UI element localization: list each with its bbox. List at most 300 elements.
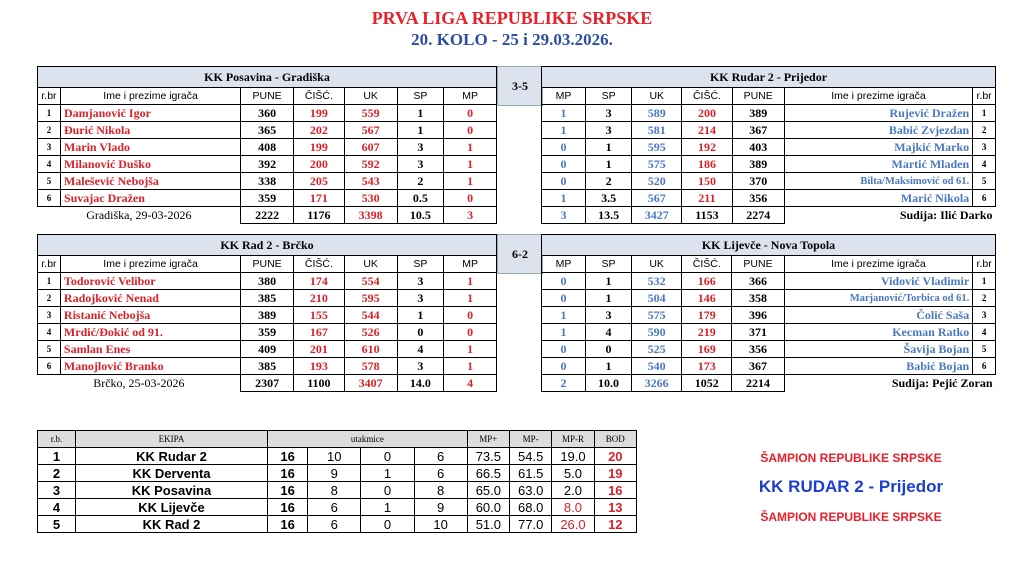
standings-row bbox=[38, 499, 637, 516]
home-sp: 3 bbox=[397, 273, 444, 290]
standings-team: KK Rudar 2 bbox=[75, 448, 267, 465]
away-team-name: KK Rudar 2 - Prijedor bbox=[542, 67, 996, 88]
home-sp: 0 bbox=[397, 324, 444, 341]
standings-header-rb: r.b. bbox=[38, 431, 76, 448]
away-rb: 5 bbox=[973, 341, 996, 358]
home-player-row bbox=[38, 290, 497, 307]
away-player-row bbox=[542, 139, 996, 156]
away-rb: 6 bbox=[973, 358, 996, 375]
home-cisc: 200 bbox=[293, 156, 344, 173]
standings-mpminus: 54.5 bbox=[510, 448, 552, 465]
home-pune: 360 bbox=[241, 105, 294, 122]
home-rb: 6 bbox=[38, 358, 61, 375]
home-sp: 2 bbox=[397, 173, 444, 190]
home-player-row bbox=[38, 307, 497, 324]
standings-losses: 10 bbox=[414, 516, 467, 533]
home-col-header: UK bbox=[344, 256, 397, 273]
away-player-name: Šavija Bojan bbox=[784, 341, 973, 358]
standings-table bbox=[37, 430, 637, 533]
away-col-header: ČIŠĆ. bbox=[682, 88, 732, 105]
home-col-header: r.br bbox=[38, 88, 61, 105]
home-uk: 567 bbox=[344, 122, 397, 139]
standings-team: KK Lijevče bbox=[75, 499, 267, 516]
away-col-header: PUNE bbox=[732, 88, 784, 105]
home-pune: 359 bbox=[241, 324, 294, 341]
away-player-row bbox=[542, 173, 996, 190]
home-sp: 3 bbox=[397, 139, 444, 156]
away-pune: 356 bbox=[732, 341, 784, 358]
standings-team: KK Posavina bbox=[75, 482, 267, 499]
standings-bod: 13 bbox=[594, 499, 636, 516]
away-sp: 3 bbox=[586, 307, 632, 324]
away-total-uk: 3427 bbox=[632, 207, 682, 224]
home-team-row bbox=[38, 67, 497, 88]
away-pune: 389 bbox=[732, 105, 784, 122]
away-sp: 3.5 bbox=[586, 190, 632, 207]
standings-rb: 3 bbox=[38, 482, 76, 499]
page-title: PRVA LIGA REPUBLIKE SRPSKE bbox=[371, 8, 653, 28]
away-player-name: Kecman Ratko bbox=[784, 324, 973, 341]
away-cisc: 179 bbox=[682, 307, 732, 324]
standings-played: 16 bbox=[268, 499, 308, 516]
standings-header-mpplus: MP+ bbox=[467, 431, 509, 448]
away-sp: 2 bbox=[586, 173, 632, 190]
away-player-name: Martić Mladen bbox=[784, 156, 972, 173]
home-mp: 0 bbox=[444, 307, 497, 324]
standings-wins: 9 bbox=[308, 465, 361, 482]
away-pune: 366 bbox=[732, 273, 784, 290]
home-uk: 578 bbox=[344, 358, 397, 375]
away-player-name: Marić Nikola bbox=[784, 190, 972, 207]
home-sp: 1 bbox=[397, 105, 444, 122]
away-rb: 3 bbox=[973, 139, 996, 156]
away-cisc: 173 bbox=[682, 358, 732, 375]
standings-wins: 10 bbox=[308, 448, 361, 465]
away-sp: 0 bbox=[586, 341, 632, 358]
away-mp: 0 bbox=[542, 173, 586, 190]
home-table bbox=[37, 234, 497, 392]
home-col-header: UK bbox=[344, 88, 397, 105]
home-player-name: Samlan Enes bbox=[60, 341, 240, 358]
away-col-header: UK bbox=[632, 256, 682, 273]
page-subtitle: 20. KOLO - 25 i 29.03.2026. bbox=[411, 30, 613, 49]
home-player-row bbox=[38, 341, 497, 358]
away-pune: 367 bbox=[732, 122, 784, 139]
standings-mpminus: 63.0 bbox=[510, 482, 552, 499]
home-rb: 2 bbox=[38, 290, 61, 307]
home-player-row bbox=[38, 358, 497, 375]
standings-mpplus: 66.5 bbox=[467, 465, 509, 482]
home-sp: 3 bbox=[397, 156, 444, 173]
champion-team: KK RUDAR 2 - Prijedor bbox=[758, 477, 944, 496]
standings-mpplus: 65.0 bbox=[467, 482, 509, 499]
standings-mpplus: 51.0 bbox=[467, 516, 509, 533]
home-cisc: 193 bbox=[293, 358, 344, 375]
away-cisc: 200 bbox=[682, 105, 732, 122]
standings-draws: 0 bbox=[361, 448, 414, 465]
away-cisc: 214 bbox=[682, 122, 732, 139]
home-cisc: 201 bbox=[293, 341, 344, 358]
away-rb: 3 bbox=[973, 307, 996, 324]
standings-losses: 9 bbox=[414, 499, 467, 516]
standings-row bbox=[38, 448, 637, 465]
home-mp: 1 bbox=[444, 156, 497, 173]
home-column-header-row bbox=[38, 256, 497, 273]
standings-row bbox=[38, 516, 637, 533]
home-mp: 0 bbox=[444, 122, 497, 139]
away-total-sp: 13.5 bbox=[586, 207, 632, 224]
home-uk: 595 bbox=[344, 290, 397, 307]
away-player-name: Marjanović/Torbica od 61. bbox=[784, 290, 973, 307]
standings-draws: 0 bbox=[361, 516, 414, 533]
home-mp: 1 bbox=[444, 358, 497, 375]
away-sp: 1 bbox=[586, 290, 632, 307]
standings-header-matches: utakmice bbox=[268, 431, 468, 448]
champion-label-bottom: ŠAMPION REPUBLIKE SRPSKE bbox=[760, 510, 942, 524]
away-cisc: 211 bbox=[682, 190, 732, 207]
home-mp: 0 bbox=[444, 190, 497, 207]
standings-rb: 1 bbox=[38, 448, 76, 465]
standings-mpr: 2.0 bbox=[552, 482, 594, 499]
home-col-header: ČIŠĆ. bbox=[293, 256, 344, 273]
away-player-row bbox=[542, 273, 996, 290]
standings-mpminus: 68.0 bbox=[510, 499, 552, 516]
home-place-date: Brčko, 25-03-2026 bbox=[93, 375, 185, 390]
home-uk: 530 bbox=[344, 190, 397, 207]
away-rb: 6 bbox=[973, 190, 996, 207]
away-player-row bbox=[542, 341, 996, 358]
home-rb: 3 bbox=[38, 307, 61, 324]
home-col-header: Ime i prezime igrača bbox=[60, 88, 240, 105]
home-total-sp: 10.5 bbox=[397, 207, 444, 224]
away-table bbox=[541, 66, 996, 224]
home-pune: 365 bbox=[241, 122, 294, 139]
standings-header-team: EKIPA bbox=[75, 431, 267, 448]
away-col-header: r.br bbox=[973, 256, 996, 273]
home-player-name: Damjanović Igor bbox=[60, 105, 240, 122]
standings-bod: 12 bbox=[594, 516, 636, 533]
home-col-header: MP bbox=[444, 256, 497, 273]
away-col-header: MP bbox=[542, 88, 586, 105]
standings-mpplus: 60.0 bbox=[467, 499, 509, 516]
away-table bbox=[541, 234, 996, 392]
away-cisc: 192 bbox=[682, 139, 732, 156]
home-uk: 592 bbox=[344, 156, 397, 173]
standings-played: 16 bbox=[268, 482, 308, 499]
home-player-row bbox=[38, 324, 497, 341]
home-player-name: Malešević Nebojša bbox=[60, 173, 240, 190]
home-total-mp: 3 bbox=[444, 207, 497, 224]
away-rb: 4 bbox=[973, 324, 996, 341]
away-col-header: SP bbox=[586, 88, 632, 105]
away-player-name: Babić Zvjezdan bbox=[784, 122, 972, 139]
away-mp: 0 bbox=[542, 273, 586, 290]
away-player-row bbox=[542, 307, 996, 324]
home-player-row bbox=[38, 139, 497, 156]
away-player-name: Vidović Vladimir bbox=[784, 273, 973, 290]
standings-mpminus: 77.0 bbox=[510, 516, 552, 533]
home-uk: 554 bbox=[344, 273, 397, 290]
away-rb: 1 bbox=[973, 273, 996, 290]
standings-draws: 0 bbox=[361, 482, 414, 499]
home-total-pune: 2307 bbox=[241, 375, 294, 392]
home-pune: 408 bbox=[241, 139, 294, 156]
away-col-header: r.br bbox=[973, 88, 996, 105]
away-total-uk: 3266 bbox=[632, 375, 682, 392]
away-col-header: Ime i prezime igrača bbox=[784, 256, 973, 273]
away-sp: 4 bbox=[586, 324, 632, 341]
home-total-row bbox=[38, 207, 497, 224]
away-pune: 370 bbox=[732, 173, 784, 190]
home-rb: 4 bbox=[38, 156, 61, 173]
away-uk: 532 bbox=[632, 273, 682, 290]
standings-mpr: 8.0 bbox=[552, 499, 594, 516]
standings-bod: 16 bbox=[594, 482, 636, 499]
away-sp: 1 bbox=[586, 358, 632, 375]
away-column-header-row bbox=[542, 88, 996, 105]
home-player-name: Milanović Duško bbox=[60, 156, 240, 173]
home-team-name: KK Posavina - Gradiška bbox=[38, 67, 497, 88]
home-sp: 1 bbox=[397, 122, 444, 139]
home-col-header: MP bbox=[444, 88, 497, 105]
standings-mpplus: 73.5 bbox=[467, 448, 509, 465]
away-uk: 589 bbox=[632, 105, 682, 122]
away-uk: 540 bbox=[632, 358, 682, 375]
home-uk: 544 bbox=[344, 307, 397, 324]
away-cisc: 166 bbox=[682, 273, 732, 290]
away-sp: 1 bbox=[586, 156, 632, 173]
away-col-header: SP bbox=[586, 256, 632, 273]
away-col-header: Ime i prezime igrača bbox=[784, 88, 972, 105]
home-player-name: Marin Vlado bbox=[60, 139, 240, 156]
away-total-cisc: 1052 bbox=[682, 375, 732, 392]
away-pune: 371 bbox=[732, 324, 784, 341]
away-uk: 575 bbox=[632, 307, 682, 324]
home-rb: 3 bbox=[38, 139, 61, 156]
away-player-row bbox=[542, 105, 996, 122]
away-mp: 0 bbox=[542, 290, 586, 307]
away-player-name: Bilta/Maksimović od 61. bbox=[784, 173, 972, 190]
standings-mpr: 5.0 bbox=[552, 465, 594, 482]
standings-body bbox=[38, 448, 637, 533]
away-player-name: Babić Bojan bbox=[784, 358, 973, 375]
standings-header-row bbox=[38, 431, 637, 448]
away-uk: 567 bbox=[632, 190, 682, 207]
away-mp: 1 bbox=[542, 307, 586, 324]
home-table bbox=[37, 66, 497, 224]
match-score: 3-5 bbox=[497, 66, 543, 106]
away-player-row bbox=[542, 156, 996, 173]
away-sp: 3 bbox=[586, 122, 632, 139]
away-uk: 581 bbox=[632, 122, 682, 139]
home-sp: 0.5 bbox=[397, 190, 444, 207]
standings-played: 16 bbox=[268, 465, 308, 482]
standings-wins: 6 bbox=[308, 516, 361, 533]
away-player-row bbox=[542, 324, 996, 341]
standings-draws: 1 bbox=[361, 499, 414, 516]
away-col-header: PUNE bbox=[732, 256, 784, 273]
home-col-header: PUNE bbox=[241, 88, 294, 105]
home-uk: 543 bbox=[344, 173, 397, 190]
away-total-pune: 2274 bbox=[732, 207, 784, 224]
away-pune: 367 bbox=[732, 358, 784, 375]
home-mp: 1 bbox=[444, 173, 497, 190]
home-total-row bbox=[38, 375, 497, 392]
match-score: 6-2 bbox=[497, 234, 543, 274]
standings-header-mpr: MP-R bbox=[552, 431, 594, 448]
home-player-name: Mrdić/Đokić od 91. bbox=[60, 324, 240, 341]
home-mp: 1 bbox=[444, 273, 497, 290]
away-mp: 1 bbox=[542, 122, 586, 139]
standings-played: 16 bbox=[268, 448, 308, 465]
home-team-name: KK Rad 2 - Brčko bbox=[38, 235, 497, 256]
home-player-row bbox=[38, 190, 497, 207]
away-player-row bbox=[542, 122, 996, 139]
away-rb: 5 bbox=[973, 173, 996, 190]
home-total-uk: 3398 bbox=[344, 207, 397, 224]
standings-bod: 19 bbox=[594, 465, 636, 482]
standings-wins: 8 bbox=[308, 482, 361, 499]
home-pune: 385 bbox=[241, 290, 294, 307]
home-pune: 392 bbox=[241, 156, 294, 173]
home-col-header: SP bbox=[397, 256, 444, 273]
away-pune: 356 bbox=[732, 190, 784, 207]
away-mp: 1 bbox=[542, 190, 586, 207]
standings-losses: 6 bbox=[414, 448, 467, 465]
home-sp: 1 bbox=[397, 307, 444, 324]
home-column-header-row bbox=[38, 88, 497, 105]
away-pune: 403 bbox=[732, 139, 784, 156]
champion-label-top: ŠAMPION REPUBLIKE SRPSKE bbox=[760, 451, 942, 465]
home-mp: 1 bbox=[444, 290, 497, 307]
home-col-header: ČIŠĆ. bbox=[293, 88, 344, 105]
away-uk: 590 bbox=[632, 324, 682, 341]
away-team-name: KK Lijevče - Nova Topola bbox=[542, 235, 996, 256]
away-uk: 520 bbox=[632, 173, 682, 190]
home-col-header: PUNE bbox=[241, 256, 294, 273]
away-player-row bbox=[542, 190, 996, 207]
home-cisc: 199 bbox=[293, 139, 344, 156]
home-player-name: Đurić Nikola bbox=[60, 122, 240, 139]
away-player-name: Rujević Dražen bbox=[784, 105, 972, 122]
home-uk: 526 bbox=[344, 324, 397, 341]
home-player-name: Suvajac Dražen bbox=[60, 190, 240, 207]
referee: Sudija: Pejić Zoran bbox=[891, 375, 993, 390]
home-pune: 385 bbox=[241, 358, 294, 375]
standings-team: KK Rad 2 bbox=[75, 516, 267, 533]
home-total-cisc: 1176 bbox=[293, 207, 344, 224]
home-cisc: 174 bbox=[293, 273, 344, 290]
away-player-row bbox=[542, 290, 996, 307]
standings-team: KK Derventa bbox=[75, 465, 267, 482]
home-player-row bbox=[38, 105, 497, 122]
home-rb: 1 bbox=[38, 273, 61, 290]
home-team-row bbox=[38, 235, 497, 256]
away-mp: 0 bbox=[542, 358, 586, 375]
home-total-sp: 14.0 bbox=[397, 375, 444, 392]
home-player-name: Ristanić Nebojša bbox=[60, 307, 240, 324]
away-sp: 1 bbox=[586, 139, 632, 156]
away-uk: 504 bbox=[632, 290, 682, 307]
away-cisc: 186 bbox=[682, 156, 732, 173]
away-sp: 3 bbox=[586, 105, 632, 122]
away-uk: 595 bbox=[632, 139, 682, 156]
home-cisc: 199 bbox=[293, 105, 344, 122]
away-uk: 525 bbox=[632, 341, 682, 358]
standings-played: 16 bbox=[268, 516, 308, 533]
away-mp: 0 bbox=[542, 341, 586, 358]
home-sp: 4 bbox=[397, 341, 444, 358]
away-mp: 1 bbox=[542, 105, 586, 122]
home-mp: 0 bbox=[444, 105, 497, 122]
away-total-mp: 3 bbox=[542, 207, 586, 224]
standings-header-mpminus: MP- bbox=[510, 431, 552, 448]
standings-row bbox=[38, 482, 637, 499]
home-player-row bbox=[38, 173, 497, 190]
standings-mpminus: 61.5 bbox=[510, 465, 552, 482]
home-uk: 607 bbox=[344, 139, 397, 156]
home-rb: 6 bbox=[38, 190, 61, 207]
away-player-name: Čolić Saša bbox=[784, 307, 973, 324]
standings-wins: 6 bbox=[308, 499, 361, 516]
away-player-row bbox=[542, 358, 996, 375]
home-rb: 2 bbox=[38, 122, 61, 139]
home-cisc: 205 bbox=[293, 173, 344, 190]
home-col-header: r.br bbox=[38, 256, 61, 273]
away-pune: 389 bbox=[732, 156, 784, 173]
away-rb: 2 bbox=[973, 290, 996, 307]
home-pune: 380 bbox=[241, 273, 294, 290]
home-mp: 1 bbox=[444, 139, 497, 156]
home-rb: 1 bbox=[38, 105, 61, 122]
home-pune: 359 bbox=[241, 190, 294, 207]
home-rb: 5 bbox=[38, 173, 61, 190]
away-total-sp: 10.0 bbox=[586, 375, 632, 392]
away-total-row bbox=[542, 375, 996, 392]
away-rb: 4 bbox=[973, 156, 996, 173]
away-col-header: MP bbox=[542, 256, 586, 273]
away-column-header-row bbox=[542, 256, 996, 273]
away-rb: 2 bbox=[973, 122, 996, 139]
away-cisc: 219 bbox=[682, 324, 732, 341]
home-pune: 409 bbox=[241, 341, 294, 358]
standings-mpr: 26.0 bbox=[552, 516, 594, 533]
home-cisc: 210 bbox=[293, 290, 344, 307]
away-pune: 396 bbox=[732, 307, 784, 324]
home-cisc: 202 bbox=[293, 122, 344, 139]
home-player-name: Todorović Velibor bbox=[60, 273, 240, 290]
home-col-header: SP bbox=[397, 88, 444, 105]
away-player-name: Majkić Marko bbox=[784, 139, 972, 156]
away-mp: 0 bbox=[542, 156, 586, 173]
home-sp: 3 bbox=[397, 358, 444, 375]
away-col-header: UK bbox=[632, 88, 682, 105]
home-mp: 0 bbox=[444, 324, 497, 341]
home-cisc: 171 bbox=[293, 190, 344, 207]
home-pune: 338 bbox=[241, 173, 294, 190]
home-total-pune: 2222 bbox=[241, 207, 294, 224]
home-player-row bbox=[38, 156, 497, 173]
away-total-mp: 2 bbox=[542, 375, 586, 392]
standings-losses: 8 bbox=[414, 482, 467, 499]
home-cisc: 167 bbox=[293, 324, 344, 341]
away-total-pune: 2214 bbox=[732, 375, 784, 392]
away-mp: 0 bbox=[542, 139, 586, 156]
away-total-row bbox=[542, 207, 996, 224]
home-uk: 610 bbox=[344, 341, 397, 358]
standings-rb: 4 bbox=[38, 499, 76, 516]
away-rb: 1 bbox=[973, 105, 996, 122]
